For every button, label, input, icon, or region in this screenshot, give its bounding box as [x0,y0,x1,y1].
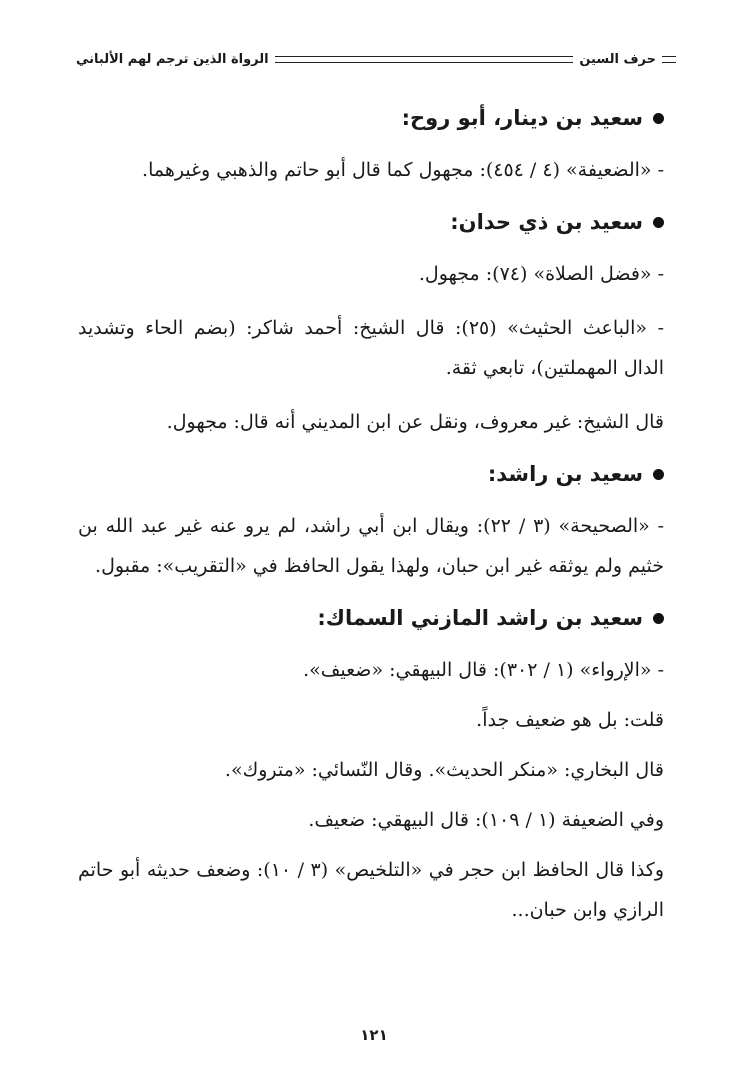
entry-title-text: سعيد بن راشد المازني السماك: [317,606,643,630]
entry-title [78,600,664,636]
entry [78,100,664,190]
entry-paragraph: - «الإرواء» (١ / ٣٠٢): قال البيهقي: «ضعيف». [303,659,664,681]
entry-paragraph: وفي الضعيفة (١ / ١٠٩): قال البيهقي: ضعيف. [308,809,664,831]
entry-paragraph: قال البخاري: «منكر الحديث». وقال النّسائي: «متروك». [224,759,664,781]
entry-paragraph: وكذا قال الحافظ ابن حجر في «التلخيص» (٣ / ١٠): وضعف حديثه أبو حاتم الرازي وابن حبان... [78,859,665,921]
entry-title-text: سعيد بن راشد: [487,462,643,486]
entry-title [78,204,664,240]
entry-title [78,100,664,136]
bullet-icon [653,613,664,624]
bullet-icon [653,113,664,124]
entry-title-text: سعيد بن دينار، أبو روح: [401,106,643,130]
header-book-title: الرواة الذين ترجم لهم الألباني [76,51,269,67]
entry [78,456,664,586]
entry-paragraph: قلت: بل هو ضعيف جداً. [476,709,664,731]
entry-paragraph: - «الضعيفة» (٤ / ٤٥٤): مجهول كما قال أبو حاتم والذهبي وغيرهما. [142,159,664,181]
entry [78,600,664,930]
entry-title-text: سعيد بن ذي حدان: [450,210,643,234]
page-body [78,100,664,940]
header-rule-start [662,56,676,63]
header-rule-middle [275,56,574,63]
bullet-icon [653,217,664,228]
page-number: ١٢١ [360,1026,388,1044]
entry-paragraph: قال الشيخ: غير معروف، ونقل عن ابن المديني أنه قال: مجهول. [166,411,664,433]
bullet-icon [653,469,664,480]
entry-title [78,456,664,492]
entry-paragraph: - «فضل الصلاة» (٧٤): مجهول. [418,263,664,285]
entry-paragraph: - «الباعث الحثيث» (٢٥): قال الشيخ: أحمد شاكر: (بضم الحاء وتشديد الدال المهملتين)، تابعي ثقة. [78,317,664,379]
header-section: حرف السين [579,51,656,67]
running-header [76,46,676,72]
entry-paragraph: - «الصحيحة» (٣ / ٢٢): ويقال ابن أبي راشد، لم يرو عنه غير عبد الله بن خثيم ولم يوثقه غير ابن حبان، ولهذا يقول الحافظ في «التقريب»: مقبول. [78,515,665,577]
entry [78,204,664,442]
